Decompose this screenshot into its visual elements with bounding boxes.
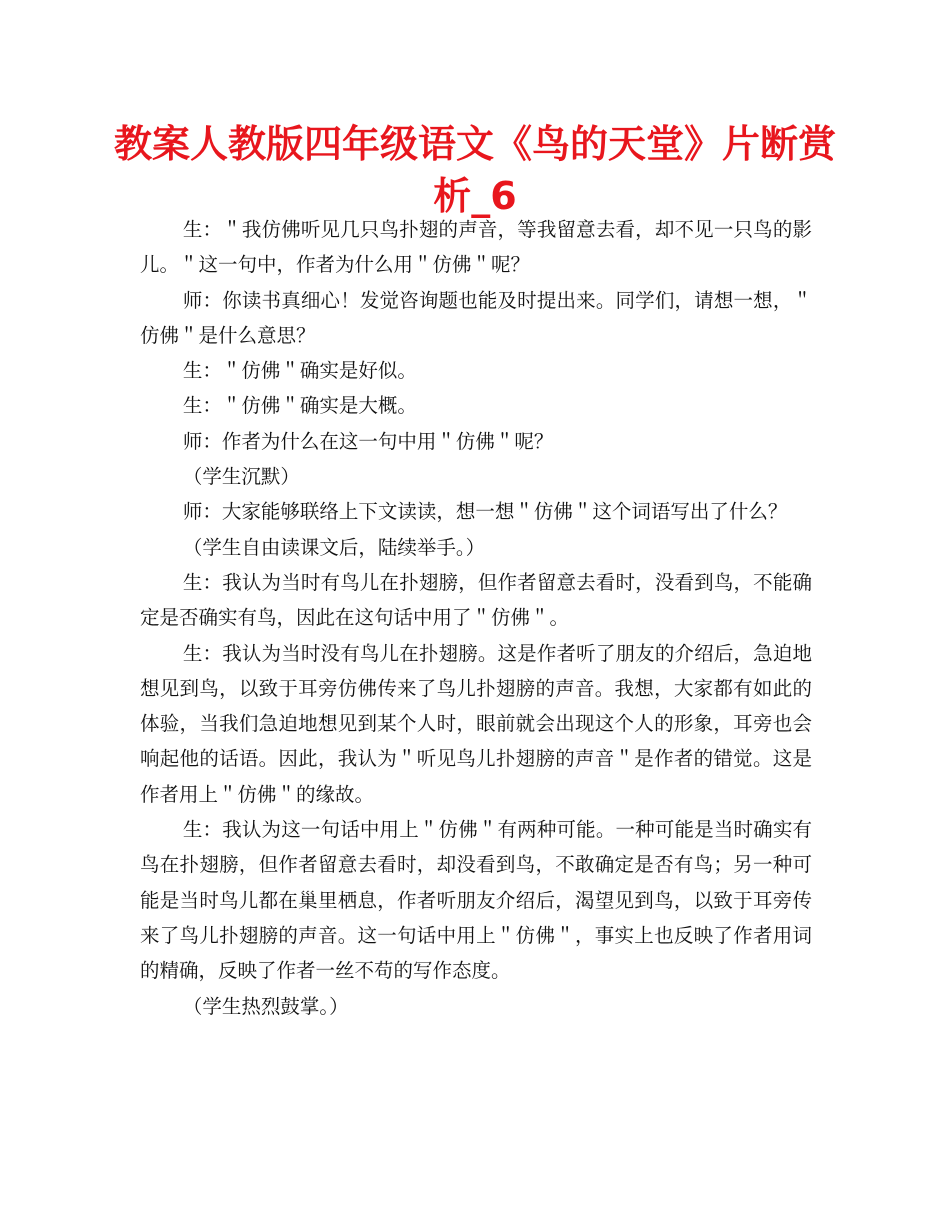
paragraph: （学生自由读课文后，陆续举手。）: [182, 535, 486, 559]
paragraph: 生：＂仿佛＂确实是大概。: [182, 394, 417, 418]
document-title: 教案人教版四年级语文《鸟的天堂》片断赏析_6: [113, 122, 836, 218]
paragraph: 生：我认为当时没有鸟儿在扑翅膀。这是作者听了朋友的介绍后，急迫地想见到鸟，以致于耳旁仿佛传来了鸟儿扑翅膀的声音。我想，大家都有如此的体验，当我们急迫地想见到某个人时，眼前就会出现这个人的形象，耳旁也会响起他的话语。因此，我认为＂听见鸟儿扑翅膀的声音＂是作者的错觉。这是作者用上＂仿佛＂的缘故。: [140, 641, 812, 806]
document-body: [140, 212, 812, 1024]
paragraph: （学生沉默）: [182, 465, 300, 489]
paragraph: 生：＂我仿佛听见几只鸟扑翅的声音，等我留意去看，却不见一只鸟的影儿。＂这一句中，作者为什么用＂仿佛＂呢？: [140, 218, 812, 277]
paragraph: 师：作者为什么在这一句中用＂仿佛＂呢？: [182, 429, 554, 453]
paragraph: 生：我认为这一句话中用上＂仿佛＂有两种可能。一种可能是当时确实有鸟在扑翅膀，但作者留意去看时，却没看到鸟，不敢确定是否有鸟；另一种可能是当时鸟儿都在巢里栖息，作者听朋友介绍后，渴望见到鸟，以致于耳旁传来了鸟儿扑翅膀的声音。这一句话中用上＂仿佛＂，事实上也反映了作者用词的精确，反映了作者一丝不苟的写作态度。: [140, 818, 812, 983]
paragraph: 生：我认为当时有鸟儿在扑翅膀，但作者留意去看时，没看到鸟，不能确定是否确实有鸟，因此在这句话中用了＂仿佛＂。: [140, 570, 812, 630]
paragraph: （学生热烈鼓掌。）: [182, 994, 349, 1018]
paragraph: 师：大家能够联络上下文读读，想一想＂仿佛＂这个词语写出了什么？: [182, 500, 788, 524]
paragraph: 师：你读书真细心！发觉咨询题也能及时提出来。同学们，请想一想，＂仿佛＂是什么意思？: [140, 288, 812, 347]
paragraph: 生：＂仿佛＂确实是好似。: [182, 359, 417, 383]
